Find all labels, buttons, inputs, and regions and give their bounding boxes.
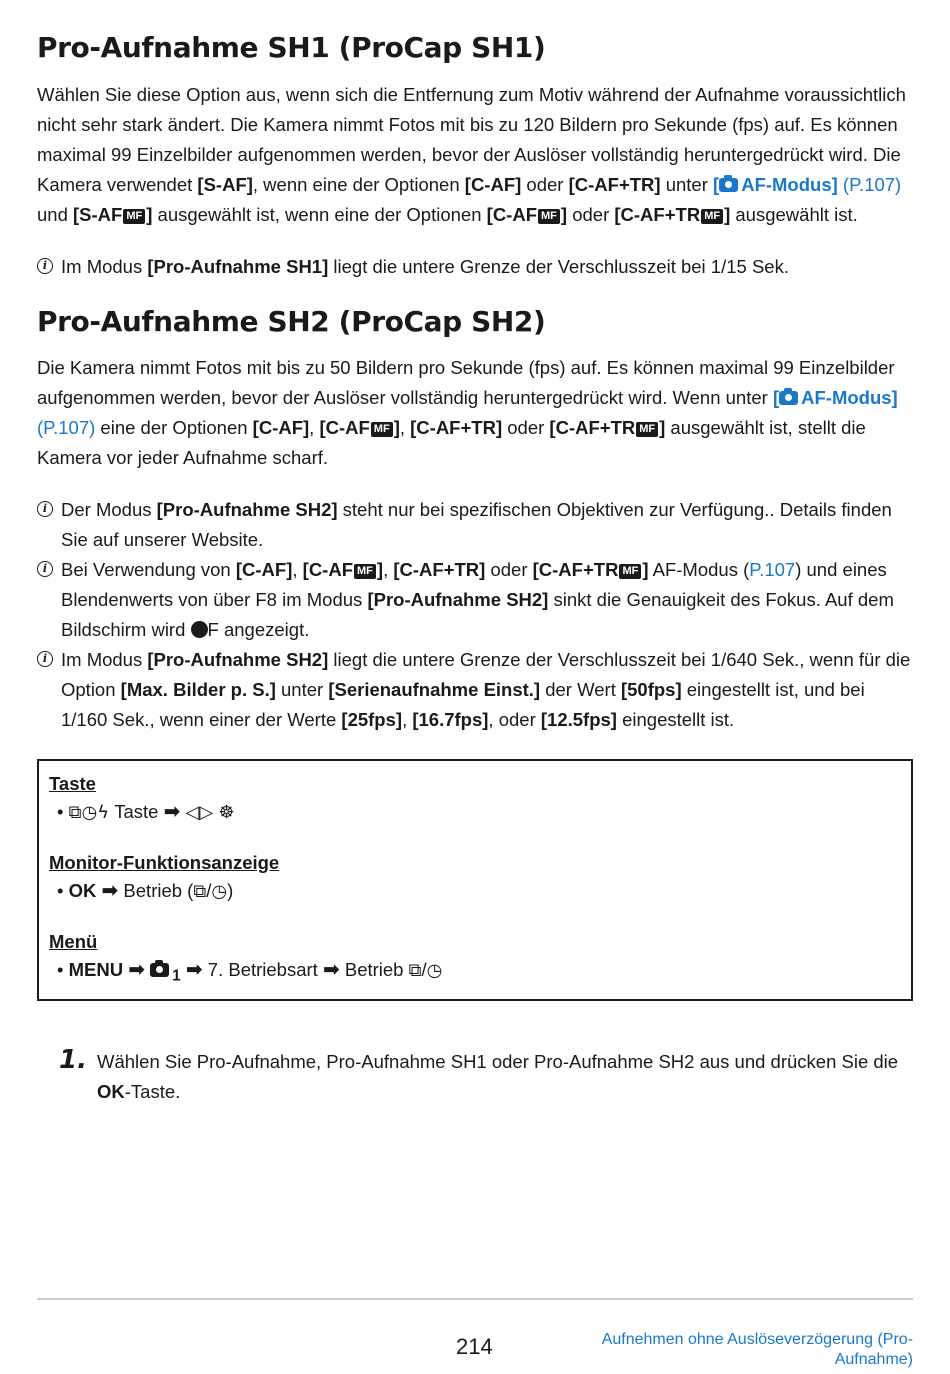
- sh2-note-1: i Der Modus [Pro-Aufnahme SH2] steht nur bei spezifischen Objektiven zur Verfügung.. Details finden Sie auf unserer Website.: [37, 495, 913, 555]
- af-mode-link[interactable]: [ AF-Modus]: [772, 386, 898, 408]
- arrow-icon: ➡: [163, 800, 181, 823]
- access-box: [37, 759, 913, 1002]
- mf-badge: MF: [371, 422, 393, 437]
- camera-icon: [719, 178, 738, 192]
- timer-icon: ◷: [426, 959, 443, 981]
- drive-icon: ⧉: [408, 959, 422, 981]
- box-heading-menu: Menü: [49, 930, 98, 952]
- camera-icon: [150, 963, 169, 977]
- sh2-paragraph: Die Kamera nimmt Fotos mit bis zu 50 Bildern pro Sekunde (fps) auf. Es können maximal 99 Einzelbilder aufgenommen werden, bevor der Auslöser vollständig heruntergedrückt wird. Wenn unter [ AF-Modus] (P.107) eine der Optionen [C-AF], [C-AF MF ], [C-AF+TR] oder [C-AF+TR MF ] ausgewählt ist, stellt die Kamera vor jeder Aufnahme scharf.: [37, 356, 898, 468]
- page-content: [37, 30, 913, 1107]
- mf-badge: MF: [123, 209, 145, 224]
- page-107-link[interactable]: (P.107): [37, 416, 96, 438]
- flash-icon: ϟ: [97, 801, 110, 823]
- section-title-sh1: Pro-Aufnahme SH1 (ProCap SH1): [37, 31, 546, 64]
- drive-icon: ⧉: [68, 801, 82, 823]
- note-icon: i: [37, 561, 53, 577]
- timer-icon: ◷: [211, 880, 228, 902]
- arrow-icon: ➡: [101, 879, 119, 902]
- arrow-pad-icon: ◁▷: [185, 801, 214, 823]
- page-number: 214: [456, 1334, 493, 1359]
- note-icon: i: [37, 651, 53, 667]
- step-1: 1. Wählen Sie Pro-Aufnahme, Pro-Aufnahme SH1 oder Pro-Aufnahme SH2 aus und drücken Sie die OK-Taste.: [59, 1045, 899, 1103]
- box-item-menu: • MENU ➡ $_1$ ➡ 7. Betriebsart ➡ Betrieb ⧉/◷: [57, 958, 443, 985]
- mf-badge: MF: [354, 564, 376, 579]
- step-number: 1.: [59, 1045, 87, 1076]
- drive-icon: ⧉: [193, 880, 207, 902]
- mf-badge: MF: [636, 422, 658, 437]
- arrow-icon: ➡: [185, 958, 203, 981]
- mf-badge: MF: [538, 209, 560, 224]
- sh2-note-3: i Im Modus [Pro-Aufnahme SH2] liegt die untere Grenze der Verschlusszeit bei 1/640 Sek., wenn für die Option [Max. Bilder p. S.] unter [Serienaufnahme Einst.] der Wert [50fps] eingestellt ist, und bei 1/160 Sek., wenn einer der Werte [25fps], [16.7fps], oder [12.5fps] eingestellt ist.: [37, 645, 913, 735]
- box-item-button: • ⧉◷ϟ Taste ➡ ◁▷ ☸: [57, 800, 235, 823]
- mf-badge: MF: [619, 564, 641, 579]
- box-item-monitor: • OK ➡ Betrieb (⧉/◷): [57, 879, 234, 902]
- page-107-link[interactable]: (P.107): [837, 174, 902, 196]
- dial-icon: ☸: [218, 801, 235, 823]
- sh1-paragraph: Wählen Sie diese Option aus, wenn sich die Entfernung zum Motiv während der Aufnahme voraussichtlich nicht sehr stark ändert. Die Kamera nimmt Fotos mit bis zu 120 Bildern pro Sekunde (fps) auf. Es können maximal 99 Einzelbilder aufgenommen werden, bevor der Auslöser vollständig heruntergedrückt wird. Die Kamera verwendet [S-AF], wenn eine der Optionen [C-AF] oder [C-AF+TR] unter [ AF-Modus] (P.107) und [S-AF MF ] ausgewählt ist, wenn eine der Optionen [C-AF MF ] oder [C-AF+TR MF ] ausgewählt ist.: [37, 84, 906, 226]
- box-heading-monitor: Monitor-Funktionsanzeige: [49, 851, 280, 873]
- sh2-note-2: i Bei Verwendung von [C-AF], [C-AF MF ], [C-AF+TR] oder [C-AF+TR MF ] AF-Modus (P.107) und eines Blendenwerts von über F8 im Modus [Pro-Aufnahme SH2] sinkt die Genauigkeit des Fokus. Auf dem Bildschirm wird F angezeigt.: [37, 555, 913, 645]
- footer-divider: [37, 1298, 913, 1300]
- section-title-sh2: Pro-Aufnahme SH2 (ProCap SH2): [37, 305, 546, 339]
- arrow-icon: ➡: [322, 958, 340, 981]
- focus-dot-icon: [191, 621, 208, 638]
- note-icon: i: [37, 501, 53, 517]
- camera-icon: [779, 391, 798, 405]
- box-heading-button: Taste: [49, 772, 96, 794]
- page-107-link[interactable]: P.107: [749, 558, 796, 580]
- timer-icon: ◷: [81, 801, 98, 823]
- arrow-icon: ➡: [128, 958, 146, 981]
- af-mode-link[interactable]: [ AF-Modus]: [713, 174, 838, 196]
- mf-badge: MF: [701, 209, 723, 224]
- chapter-link[interactable]: Aufnehmen ohne Auslöseverzögerung (Pro-Aufnahme): [601, 1331, 913, 1368]
- note-icon: i: [37, 258, 53, 274]
- sh1-note: i Im Modus [Pro-Aufnahme SH1] liegt die untere Grenze der Verschlusszeit bei 1/15 Sek.: [37, 252, 913, 282]
